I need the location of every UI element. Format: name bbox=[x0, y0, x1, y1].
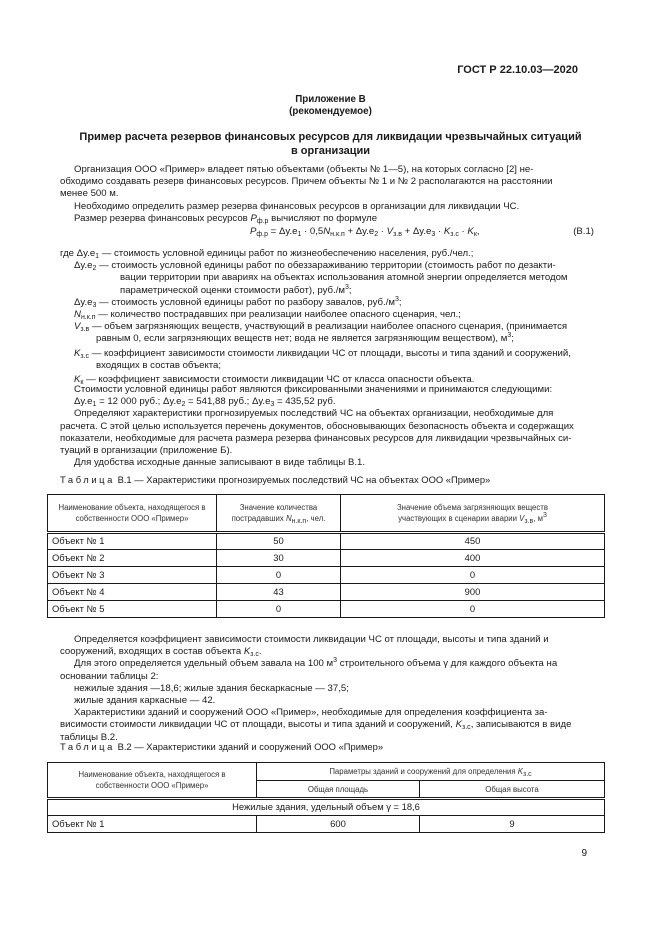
definition-item: $V_{з.в}$ — объем загрязняющих веществ, участвующий в реализации наиболее опасного сценария, (принимается bbox=[74, 321, 568, 334]
table-row bbox=[48, 567, 605, 584]
column-header-object: Наименование объекта, находящегося в собственности ООО «Пример» bbox=[48, 763, 257, 799]
section-heading bbox=[0, 130, 661, 158]
formula-intro: Размер резерва финансовых ресурсов $P_{ф.р}$ вычисляют по формуле bbox=[74, 212, 378, 225]
costs-paragraph bbox=[60, 384, 594, 469]
text-line: сооружений, входящих в состав объекта $K_{з.с}$. bbox=[60, 646, 262, 659]
cell-height: 9 bbox=[420, 816, 605, 833]
annex-title: Приложение В bbox=[295, 94, 366, 105]
column-header-volume: Значение объема загрязняющих веществ участвующих в сценарии аварии $V_{з.в}$, $м^3$ bbox=[341, 495, 605, 533]
annex-subtitle: (рекомендуемое) bbox=[289, 106, 372, 117]
formula-expression: $P_{ф.р} = \Delta y.e_1 \cdot 0,5N_{н.к.п} + \Delta y.e_2 \cdot V_{з.в} + \Delta y.e_3 \cdot K_{з.с} \cdot K_к$, bbox=[250, 226, 480, 238]
column-header-object: Наименование объекта, находящегося в собственности ООО «Пример» bbox=[48, 495, 217, 533]
text-line: Определяют характеристики прогнозируемых последствий ЧС на объектах организации, необходимые для bbox=[74, 408, 554, 420]
cell-object: Объект № 1 bbox=[48, 816, 257, 833]
column-header-victims: Значение количества пострадавших $N_{н.к.п}$, чел. bbox=[217, 495, 341, 533]
formula-number: (В.1) bbox=[573, 226, 594, 237]
cell-volume: 450 bbox=[341, 533, 605, 550]
coefficient-paragraph bbox=[60, 634, 594, 744]
cell-volume: 0 bbox=[341, 567, 605, 584]
text-line: Определяется коэффициент зависимости стоимости ликвидации ЧС от площади, высоты и типа зданий и bbox=[74, 634, 549, 645]
table-row bbox=[48, 601, 605, 618]
text-line: основании таблицы 2: bbox=[60, 670, 159, 682]
table-b2 bbox=[47, 762, 605, 833]
table-row bbox=[48, 816, 605, 833]
column-header-height: Общая высота bbox=[420, 781, 605, 799]
table-b1-caption: Таблица В.1 — Характеристики прогнозируемых последствий ЧС на объектах ООО «Пример» bbox=[60, 474, 491, 485]
text-line: Для удобства исходные данные записывают в виде таблицы В.1. bbox=[74, 457, 366, 469]
text-line: Организация ООО «Пример» владеет пятью объектами (объекты № 1—5), на которых согласно [2] не- bbox=[74, 164, 534, 175]
cell-area: 600 bbox=[257, 816, 420, 833]
table-row bbox=[48, 550, 605, 567]
cell-victims: 30 bbox=[217, 550, 341, 567]
cell-object: Объект № 1 bbox=[48, 533, 217, 550]
definition-item: $N_{н.к.п}$ — количество пострадавших при реализации наиболее опасного сценария, чел.; bbox=[74, 309, 461, 322]
column-header-area: Общая площадь bbox=[257, 781, 420, 799]
definition-item: $K_к$ — коэффициент зависимости стоимости ликвидации ЧС от класса опасности объекта. bbox=[74, 374, 475, 387]
formula-b1 bbox=[60, 226, 594, 240]
cell-object: Объект № 5 bbox=[48, 601, 217, 618]
definition-item: $\Delta y.e_3$ — стоимость условной единицы работ по разбору завалов, $руб./м^3$; bbox=[74, 295, 402, 309]
cell-object: Объект № 3 bbox=[48, 567, 217, 584]
cell-volume: 900 bbox=[341, 584, 605, 601]
section-nonresidential: Нежилые здания, удельный объем γ = 18,6 bbox=[48, 799, 605, 816]
text-line: Для этого определяется удельный объем завала на 100 $м^3$ строительного объема γ для каждого объекта на bbox=[74, 657, 558, 670]
text-line: Стоимости условной единицы работ являются фиксированными значениями и принимаются следующими: bbox=[74, 384, 553, 395]
definition-continuation: параметрической оценки стоимости работ), $руб./м^3$; bbox=[120, 283, 352, 296]
table-row bbox=[48, 584, 605, 601]
text-line: жилые здания каркасные — 42. bbox=[74, 695, 216, 707]
cell-object: Объект № 4 bbox=[48, 584, 217, 601]
definition-item: $\Delta y.e_2$ — стоимость условной единицы работ по обеззараживанию территории (стоимость работ по дезакти- bbox=[74, 260, 556, 273]
definition-item: $K_{з.с}$ — коэффициент зависимости стоимости ликвидации ЧС от площади, высоты и типа зданий и сооружений, bbox=[74, 347, 571, 360]
table-section-row bbox=[48, 799, 605, 816]
definition-item: где $\Delta y.e_1$ — стоимость условной единицы работ по жизнеобеспечению населения, руб./чел.; bbox=[60, 248, 474, 260]
cell-object: Объект № 2 bbox=[48, 550, 217, 567]
table-row bbox=[48, 533, 605, 550]
table-header-row bbox=[48, 763, 605, 781]
text-line: Характеристики зданий и сооружений ООО «Пример», необходимые для определения коэффициента за- bbox=[74, 707, 548, 719]
cell-victims: 0 bbox=[217, 567, 341, 584]
definitions-list bbox=[60, 248, 594, 386]
table-header-row bbox=[48, 495, 605, 533]
text-line: менее 500 м. bbox=[60, 188, 119, 200]
intro-paragraph bbox=[60, 164, 594, 225]
standard-header: ГОСТ Р 22.10.03—2020 bbox=[457, 64, 578, 76]
text-line: висимости стоимости ликвидации ЧС от площади, высоты и типа зданий и сооружений, $K_{з.с}$, записываются в виде bbox=[60, 719, 572, 732]
text-line: туаций в организации (приложение Б). bbox=[60, 445, 233, 457]
cost-values: $\Delta y.e_1 = 12$ 000 руб.; $\Delta y.e_2 = 541,88$ руб.; $\Delta y.e_3 = 435,52$ руб. bbox=[74, 396, 336, 409]
cell-victims: 43 bbox=[217, 584, 341, 601]
page-number: 9 bbox=[581, 848, 587, 859]
section-heading-line2: в организации bbox=[290, 145, 371, 157]
definition-continuation: входящих в состав объекта; bbox=[96, 359, 222, 371]
text-line: обходимо создавать резерв финансовых ресурсов. Причем объекты № 1 и № 2 располагаются на расстоянии bbox=[60, 176, 553, 188]
cell-victims: 50 bbox=[217, 533, 341, 550]
section-heading-line1: Пример расчета резервов финансовых ресурсов для ликвидации чрезвычайных ситуаций bbox=[79, 131, 582, 143]
text-line: нежилые здания —18,6; жилые здания бескаркасные — 37,5; bbox=[74, 682, 349, 694]
definition-continuation: вации территории при авариях на объектах использования атомной энергии определяется методом bbox=[120, 272, 568, 284]
symbol-P: P bbox=[250, 212, 257, 224]
cell-victims: 0 bbox=[217, 601, 341, 618]
cell-volume: 400 bbox=[341, 550, 605, 567]
definition-continuation: равным 0, если загрязняющих веществ нет; вода не является загрязняющим веществом), $м^3$; bbox=[96, 332, 514, 345]
column-header-group: Параметры зданий и сооружений для определения $K_{з.с}$ bbox=[257, 763, 605, 781]
text-line: Необходимо определить размер резерва финансовых ресурсов в организации для ликвидации ЧС. bbox=[74, 200, 520, 212]
table-b2-caption: Таблица В.2 — Характеристики зданий и сооружений ООО «Пример» bbox=[60, 741, 384, 752]
text-line: показатели, необходимые для расчета размера резерва финансовых ресурсов для ликвидации чрезвычайных си- bbox=[60, 432, 572, 444]
text-line: расчета. С этой целью используется перечень документов, обосновывающих безопасность объекта и содержащих bbox=[60, 420, 574, 432]
text-line: таблицы В.2. bbox=[60, 731, 118, 743]
cell-volume: 0 bbox=[341, 601, 605, 618]
table-b1 bbox=[47, 494, 605, 618]
